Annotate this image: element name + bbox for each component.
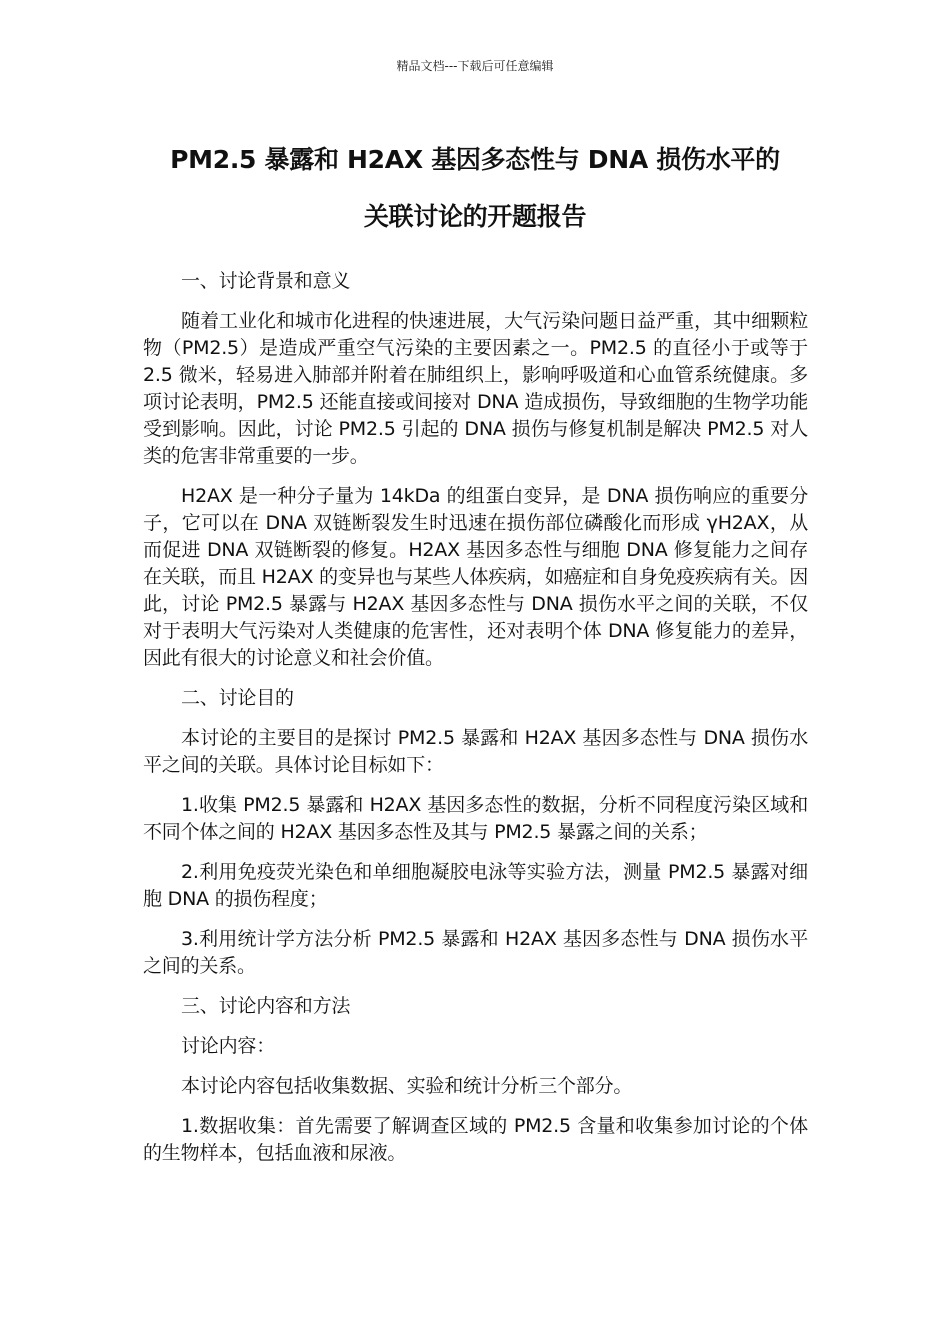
subheading-content: 讨论内容： [181, 1035, 276, 1057]
paragraph-content-overview: 本讨论内容包括收集数据、实验和统计分析三个部分。 [181, 1075, 633, 1097]
document-body [143, 268, 808, 1180]
section-heading-background: 一、讨论背景和意义 [181, 270, 351, 292]
section-heading-objectives: 二、讨论目的 [181, 687, 294, 709]
document-title-line-2: 关联讨论的开题报告 [363, 202, 587, 231]
paragraph-background-h2ax: H2AX 是一种分子量为 14kDa 的组蛋白变异，是 DNA 损伤响应的重要分子，它可以在 DNA 双链断裂发生时迅速在损伤部位磷酸化而形成 γH2AX，从而促进 DNA 双链断裂的修复。H2AX 基因多态性与细胞 DNA 修复能力之间存在关联，而且 H2AX 的变异也与某些人体疾病，如癌症和自身免疫疾病有关。因此，讨论 PM2.5 暴露与 H2AX 基因多态性与 DNA 损伤水平之间的关联，不仅对于表明大气污染对人类健康的危害性，还对表明个体 DNA 修复能力的差异，因此有很大的讨论意义和社会价值。 [143, 485, 808, 669]
content-item-1: 1.数据收集：首先需要了解调查区域的 PM2.5 含量和收集参加讨论的个体的生物样本，包括血液和尿液。 [143, 1115, 808, 1164]
section-heading-content-methods: 三、讨论内容和方法 [181, 995, 351, 1017]
objective-item-2: 2.利用免疫荧光染色和单细胞凝胶电泳等实验方法，测量 PM2.5 暴露对细胞 DNA 的损伤程度； [143, 861, 808, 910]
page-header: 精品文档---下载后可任意编辑 [396, 59, 554, 73]
paragraph-background-pm25: 随着工业化和城市化进程的快速进展，大气污染问题日益严重，其中细颗粒物（PM2.5）是造成严重空气污染的主要因素之一。PM2.5 的直径小于或等于 2.5 微米，轻易进入肺部并附着在肺组织上，影响呼吸道和心血管系统健康。多项讨论表明，PM2.5 还能直接或间接对 DNA 造成损伤，导致细胞的生物学功能受到影响。因此，讨论 PM2.5 引起的 DNA 损伤与修复机制是解决 PM2.5 对人类的危害非常重要的一步。 [143, 310, 808, 467]
paragraph-objectives-intro: 本讨论的主要目的是探讨 PM2.5 暴露和 H2AX 基因多态性与 DNA 损伤水平之间的关联。具体讨论目标如下： [143, 727, 808, 776]
document-title-line-1: PM2.5 暴露和 H2AX 基因多态性与 DNA 损伤水平的 [170, 145, 780, 174]
objective-item-1: 1.收集 PM2.5 暴露和 H2AX 基因多态性的数据，分析不同程度污染区域和不同个体之间的 H2AX 基因多态性及其与 PM2.5 暴露之间的关系； [143, 794, 808, 843]
objective-item-3: 3.利用统计学方法分析 PM2.5 暴露和 H2AX 基因多态性与 DNA 损伤水平之间的关系。 [143, 928, 808, 977]
